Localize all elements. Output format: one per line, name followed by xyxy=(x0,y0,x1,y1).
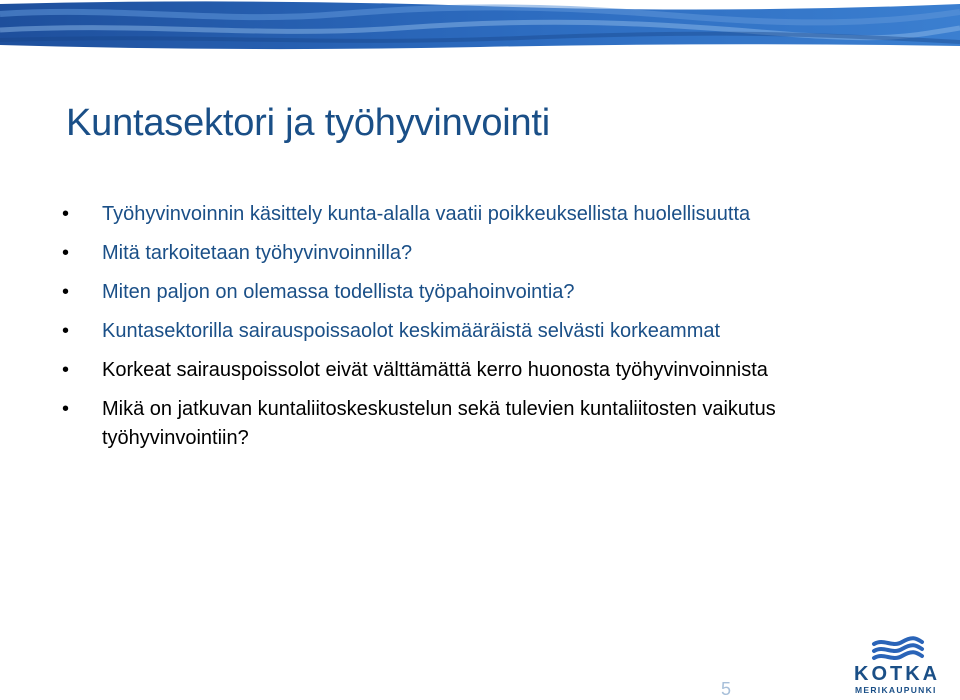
header-banner xyxy=(0,0,960,50)
bullet-item xyxy=(60,200,780,229)
bullet-list xyxy=(60,200,780,463)
bullet-text: Mikä on jatkuvan kuntaliitoskeskustelun sekä tulevien kuntaliitosten vaikutus työhyvinvointiin? xyxy=(102,398,776,449)
kotka-flag-icon xyxy=(870,636,926,666)
bullet-item xyxy=(60,356,780,385)
bullet-dot-icon: • xyxy=(62,398,70,420)
bullet-text: Mitä tarkoitetaan työhyvinvoinnilla? xyxy=(102,242,413,264)
logo-wordmark: KOTKA xyxy=(854,663,941,685)
bullet-text: Kuntasektorilla sairauspoissaolot keskimääräistä selvästi korkeammat xyxy=(102,320,721,342)
slide-title: Kuntasektori ja työhyvinvointi xyxy=(66,102,551,144)
logo-subtitle: MERIKAUPUNKI xyxy=(855,685,937,695)
bullet-item xyxy=(60,239,780,268)
bullet-dot-icon: • xyxy=(62,320,70,342)
bullet-dot-icon: • xyxy=(62,281,70,303)
kotka-logo xyxy=(848,636,948,696)
page-number: 5 xyxy=(721,679,732,699)
bullet-item xyxy=(60,317,780,346)
bullet-item xyxy=(60,278,780,307)
bullet-text: Työhyvinvoinnin käsittely kunta-alalla vaatii poikkeuksellista huolellisuutta xyxy=(102,203,751,225)
wave-banner-graphic xyxy=(0,0,960,50)
bullet-dot-icon: • xyxy=(62,203,70,225)
bullet-item xyxy=(60,395,780,453)
bullet-dot-icon: • xyxy=(62,359,70,381)
bullet-dot-icon: • xyxy=(62,242,70,264)
bullet-text: Korkeat sairauspoissolot eivät välttämättä kerro huonosta työhyvinvoinnista xyxy=(102,359,768,381)
bullet-text: Miten paljon on olemassa todellista työpahoinvointia? xyxy=(102,281,575,303)
